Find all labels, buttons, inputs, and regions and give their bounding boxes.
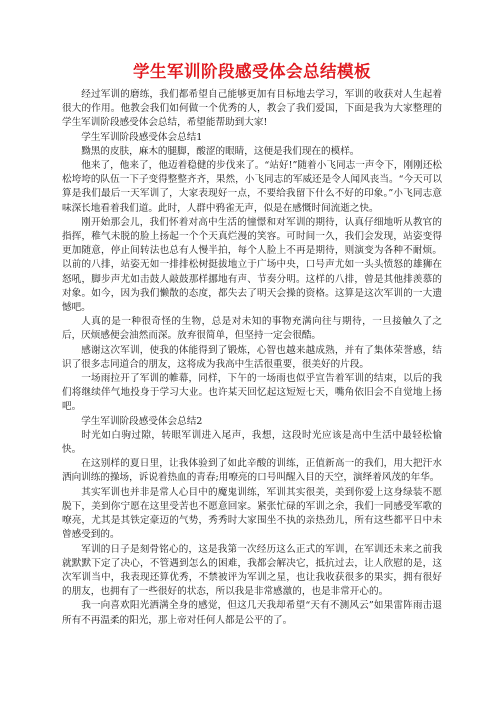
document-body [62,88,442,628]
paragraph: 黝黑的皮肤，麻木的腿脚，酸涩的眼睛，这便是我们现在的模样。 [81,145,360,157]
paragraph: 一场雨拉开了军训的帷幕，同样，下午的一场雨也似乎宣告着军训的结束，以后的我们将继续伴气地投身于学习大业。也许某天回忆起这短短七天，嘴角依旧会不自觉地上扬吧。 [62,373,442,413]
paragraph: 军训的日子是刻骨铭心的，这是我第一次经历这么正式的军训，在军训还未来之前我就默默下定了决心，不管遇到怎么的困难，我都会解决它，抵抗过去，让人欣慰的是，这次军训当中，我表现还算优秀，不禁被评为军训之星，也让我收获很多的果实，拥有很好的朋友，也拥有了一些很好的状态，所以我是非常感激的，也是非常开心的。 [62,543,442,598]
paragraph: 刚开始那会儿，我们怀着对高中生活的憧憬和对军训的期待，认真仔细地听从教官的指挥，稚气未脱的脸上扬起一个个天真烂漫的笑容。可时间一久，我们会发现，站姿变得更加随意，停止间转法也总有人慢半拍，每个人脸上不再是期待，则演变为各种不耐烦。以前的八排，站姿无如一排排松树挺拔地立于广场中央，口号声尤如一头头愤怒的雄狮在怒吼，脚步声尤如击鼓人敲鼓那样挪地有声、节奏分明。这样的八排，曾是其他排羡慕的对象。如今，因为我们懒散的态度，都失去了明天会操的资格。这算是这次军训的一大遗憾吧。 [62,216,442,314]
paragraph: 在这别样的夏日里，让我体验到了如此辛酸的训练，正值新高一的我们，用大把汗水洒向训练的操场，诉说着热血的青春;用嘹亮的口号叫醒入目的天空，演绎着风茂的年华。 [62,458,442,484]
paragraph: 人真的是一种很奇怪的生物，总是对未知的事物充满向往与期待，一旦接触久了之后，厌烦感便会油然而深。放弃很简单，但坚持一定会很酷。 [62,316,442,342]
paragraph: 时光如白驹过隙，转眼军训进入尾声，我想，这段时光应该是高中生活中最轻松愉快。 [62,429,442,456]
document-title: 学生军训阶段感受体会总结模板 [133,62,371,81]
intro-paragraph: 经过军训的磨练，我们都希望自己能够更加有目标地去学习，军训的收获对人生起着很大的作用。他教会我们如何做一个优秀的人，教会了我们爱国，下面是我为大家整理的学生军训阶段感受体会总结，希望能帮助到大家! [62,89,442,129]
section-heading-1: 学生军训阶段感受体会总结1 [81,131,203,143]
section-heading-2: 学生军训阶段感受体会总结2 [81,415,203,427]
paragraph: 我一向喜欢阳光洒满全身的感觉，但这几天我却希望“天有不测风云”如果雷阵雨击退所有不再温柔的阳光，那上帝对任何人都是公平的了。 [62,600,442,626]
paragraph: 其实军训也并非是常人心目中的魔鬼训练，军训其实很美，美到你爱上这身绿装不愿脱下，美到你宁愿在这里受苦也不愿意回家。紧张忙碌的军训之余，我们一同感受军歌的嘹亮，尤其是其铁定豪迈的气势，秀秀时大家围坐不执的亲热劲儿，所有这些都平日中未曾感受到的。 [62,486,442,541]
paragraph: 感谢这次军训，使我的体能得到了锻炼，心智也越来越成熟，并有了集体荣誉感，结识了很多志同道合的朋友，这将成为我高中生活很重要，很美好的片段。 [62,344,442,370]
paragraph: 他来了，他来了，他迈着稳健的步伐来了。“站好!”随着小飞同志一声令下，刚刚还松松垮垮的队伍一下子变得整整齐齐，果然，小飞同志的军威还是令人闻风丧当。“今天可以算是我们最后一天军训了，大家表现好一点，不要给我留下什么不好的印象。”小飞同志意味深长地看着我们道。此时，人群中鸦雀无声，似是在感慨时间流逝之快。 [62,160,442,214]
